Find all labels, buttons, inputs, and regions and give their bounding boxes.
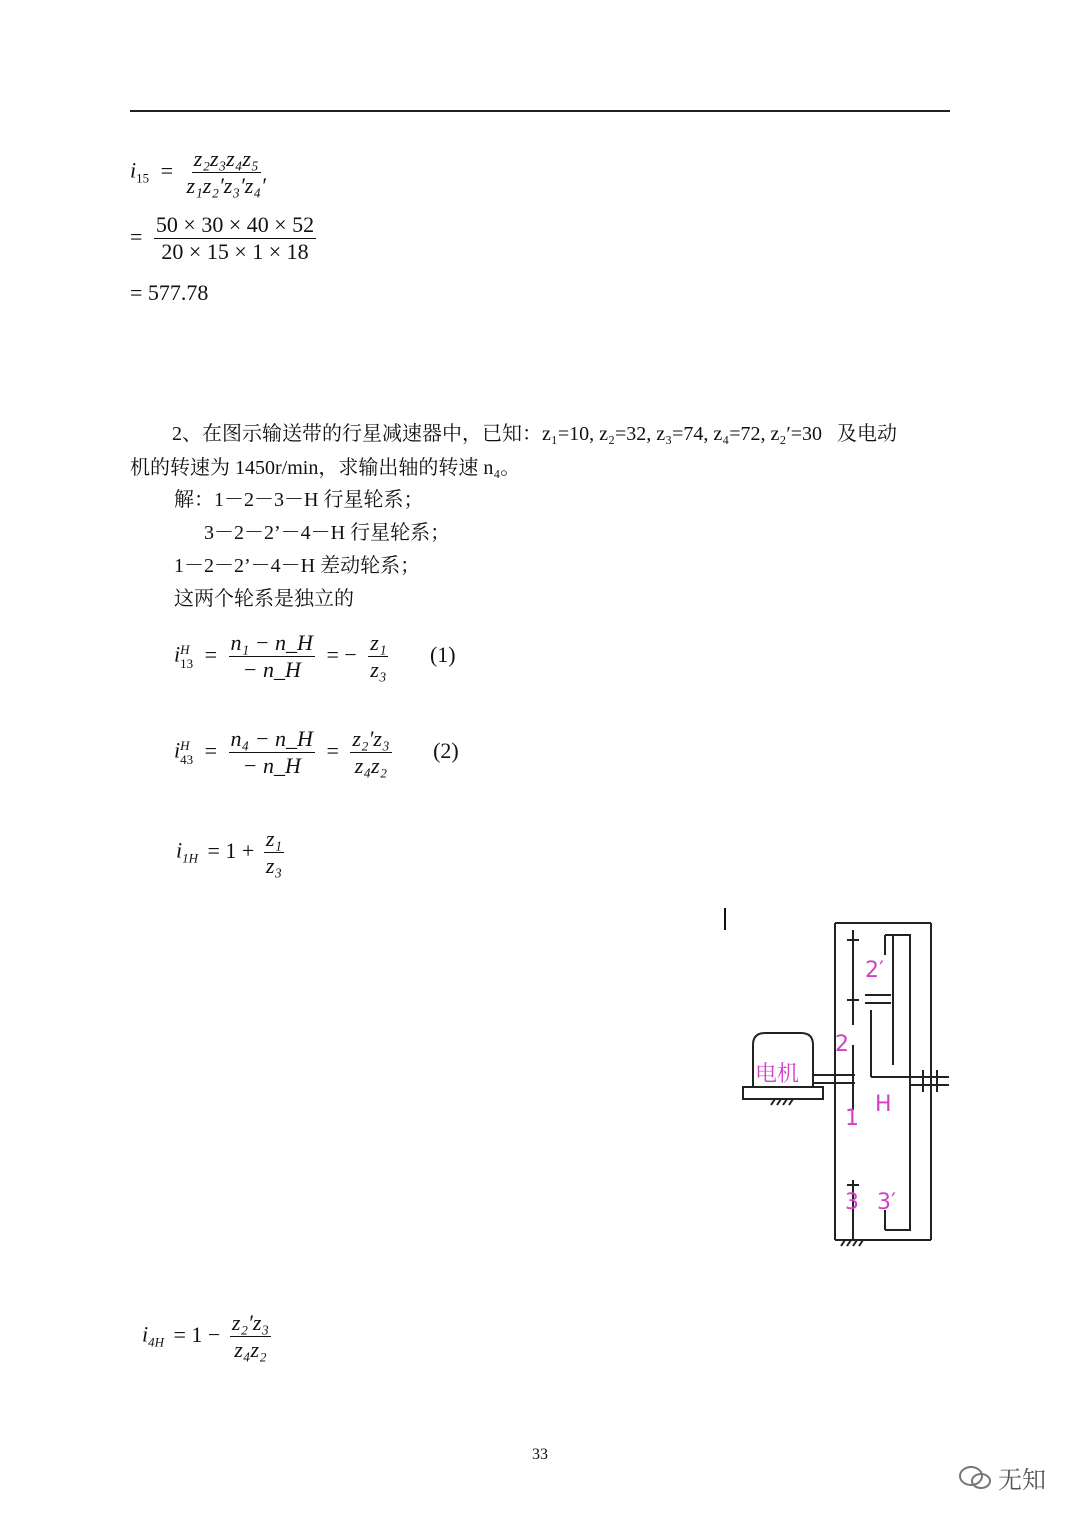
gear-label-h: H [875,1092,892,1117]
page-number: 33 [532,1446,548,1463]
planetary-gear-diagram [735,915,960,1255]
gear-label-3: 3 [845,1190,859,1215]
gear-label-2prime: 2′ [865,958,884,983]
problem-given: z₁=10, z₂=32, z₃=74, z₄=72, z₂′=30 [542,423,823,445]
solution-line-4: 这两个轮系是独立的 [174,588,354,610]
gear-label-1: 1 [845,1106,859,1131]
solution-line-3: 1－2－2’－4－H 差动轮系； [174,555,421,577]
i15-numerator: z₂z₃z₄z₅ [193,146,259,171]
solution-line-2: 3－2－2’－4－H 行星轮系； [204,522,451,544]
watermark [958,1460,1046,1495]
gear-label-3prime: 3′ [877,1190,896,1215]
equation-i15: $i_{15}$ = $\frac{\text{z₂z₃z₄z₅}}{\text{z₁z₂′z₃′z₄′}}$ [130,146,266,198]
numeric-numerator: 50 × 30 × 40 × 52 [155,212,315,237]
gear-label-2: 2 [835,1032,849,1057]
equation-i4h: $i_{4H} = 1$ − $\frac{\text{z₂′z₃}}{\text{z₄z₂}}$ [142,1310,270,1362]
equation-2-tag: (2) [433,737,459,763]
text-cursor [724,908,726,930]
wechat-logo-icon [958,1465,992,1491]
solution-line-1: 解：1－2－3－H 行星轮系； [174,489,424,511]
header-rule [130,110,950,112]
equation-result: = 577.78 [130,280,209,305]
equation-1: i H 13 = $\frac{\text{n₁ − n\_H}}{- n\_H}$ = − $\frac{\text{z₁}}{\text{z₃}}$ (1) [174,630,456,682]
equation-1-tag: (1) [429,641,456,667]
problem-line-1: 2、在图示输送带的行星减速器中，已知：z₁=10, z₂=32, z₃=74, z₄=72, z₂′=30 及电动 [172,423,898,445]
equation-2: i H 43 = $\frac{\text{n₄ − n\_H}}{- n\_H}$ = $\frac{\text{z₂′z₃}}{\text{z₄z₂}}$ (2) [174,726,459,778]
i15-denominator: z₁z₂′z₃′z₄′ [186,173,266,198]
motor-label: 电机 [755,1062,800,1087]
equation-numeric: = $\frac{50 \times 30 \times 40 \times 52}{20 \times 15 \times 1 \times 18}$ [130,212,315,264]
watermark-text: 无知 [998,1466,1046,1494]
numeric-denominator: 20 × 15 × 1 × 18 [161,239,309,264]
equation-i1h: $i_{1H} = 1$ + $\frac{\text{z₁}}{\text{z₃}}$ [176,826,283,878]
problem-line-2: 机的转速为 1450r/min，求输出轴的转速 n₄。 [130,457,521,479]
